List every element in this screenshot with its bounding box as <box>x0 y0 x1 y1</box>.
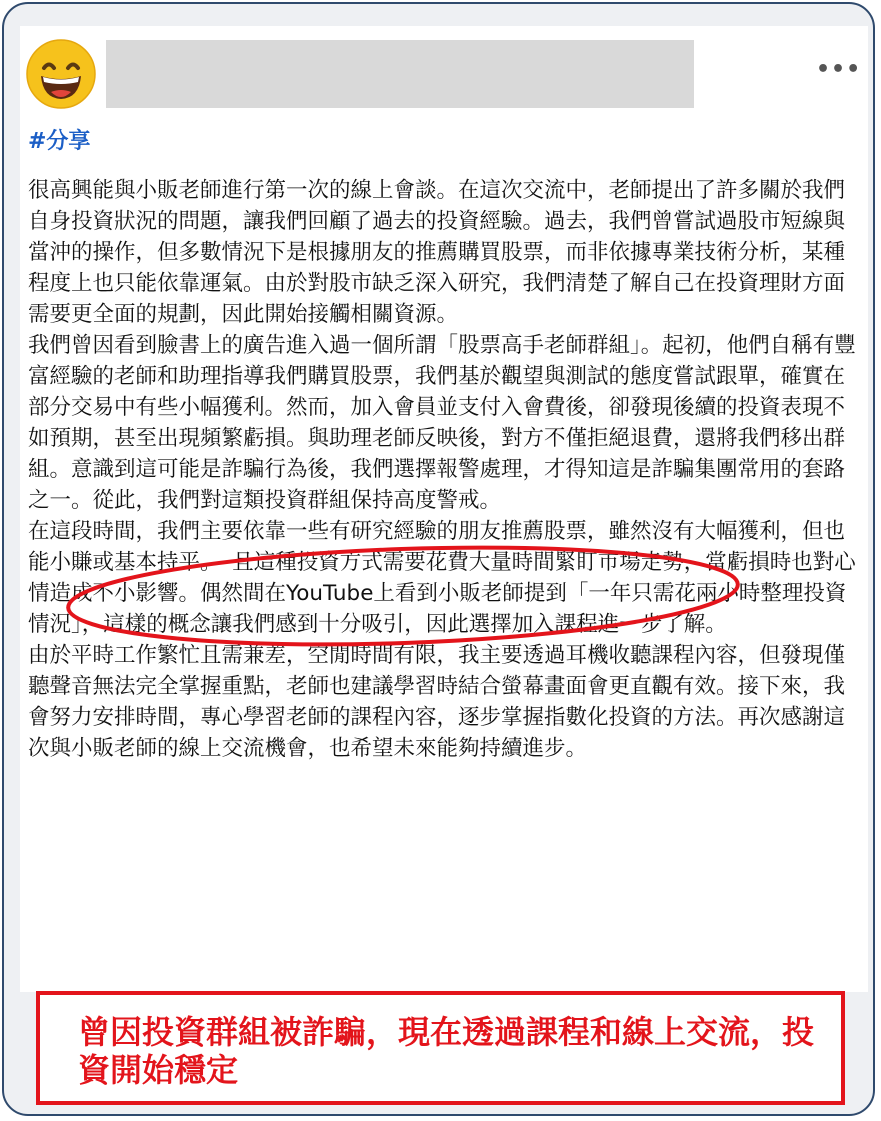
hashtag-link[interactable]: #分享 <box>28 129 91 154</box>
summary-callout-box <box>36 991 845 1105</box>
post-paragraph-4: 由於平時工作繁忙且需兼差，空閒時間有限，我主要透過耳機收聽課程內容，但發現僅聽聲音無法完全掌握重點，老師也建議學習時結合螢幕畫面會更直觀有效。接下來，我會努力安排時間，專心學習老師的課程內容，逐步掌握指數化投資的方法。再次感謝這次與小販老師的線上交流機會，也希望未來能夠持續進步。 <box>28 643 846 761</box>
avatar[interactable] <box>25 38 97 110</box>
post-paragraph-1: 很高興能與小販老師進行第一次的線上會談。在這次交流中，老師提出了許多關於我們自身投資狀況的問題，讓我們回顧了過去的投資經驗。過去，我們曾嘗試過股市短線與當沖的操作，但多數情況下是根據朋友的推薦購買股票，而非依據專業技術分析，某種程度上也只能依靠運氣。由於對股市缺乏深入研究，我們清楚了解自己在投資理財方面需要更全面的規劃，因此開始接觸相關資源。 <box>28 178 846 327</box>
more-options-icon[interactable]: ••• <box>816 57 862 82</box>
redacted-username <box>106 40 694 108</box>
summary-callout-text: 曾因投資群組被詐騙，現在透過課程和線上交流，投資開始穩定 <box>78 1013 815 1089</box>
post-paragraph-3: 在這段時間，我們主要依靠一些有研究經驗的朋友推薦股票，雖然沒有大幅獲利，但也能小賺或基本持平。 且這種投資方式需要花費大量時間緊盯市場走勢，當虧損時也對心情造成不小影響。偶然間在YouTube上看到小販老師提到「一年只需花兩小時整理投資情況」，這樣的概念讓我們感到十分吸引，因此選擇加入課程進一步了解。 <box>28 519 856 637</box>
post-body <box>28 175 863 764</box>
post-paragraph-2: 我們曾因看到臉書上的廣告進入過一個所謂「股票高手老師群組」。起初，他們自稱有豐富經驗的老師和助理指導我們購買股票，我們基於觀望與測試的態度嘗試跟單，確實在部分交易中有些小幅獲利。然而，加入會員並支付入會費後，卻發現後續的投資表現不如預期，甚至出現頻繁虧損。與助理老師反映後，對方不僅拒絕退費，還將我們移出群組。意識到這可能是詐騙行為後，我們選擇報警處理，才得知這是詐騙集團常用的套路之一。從此，我們對這類投資群組保持高度警戒。 <box>28 333 856 513</box>
